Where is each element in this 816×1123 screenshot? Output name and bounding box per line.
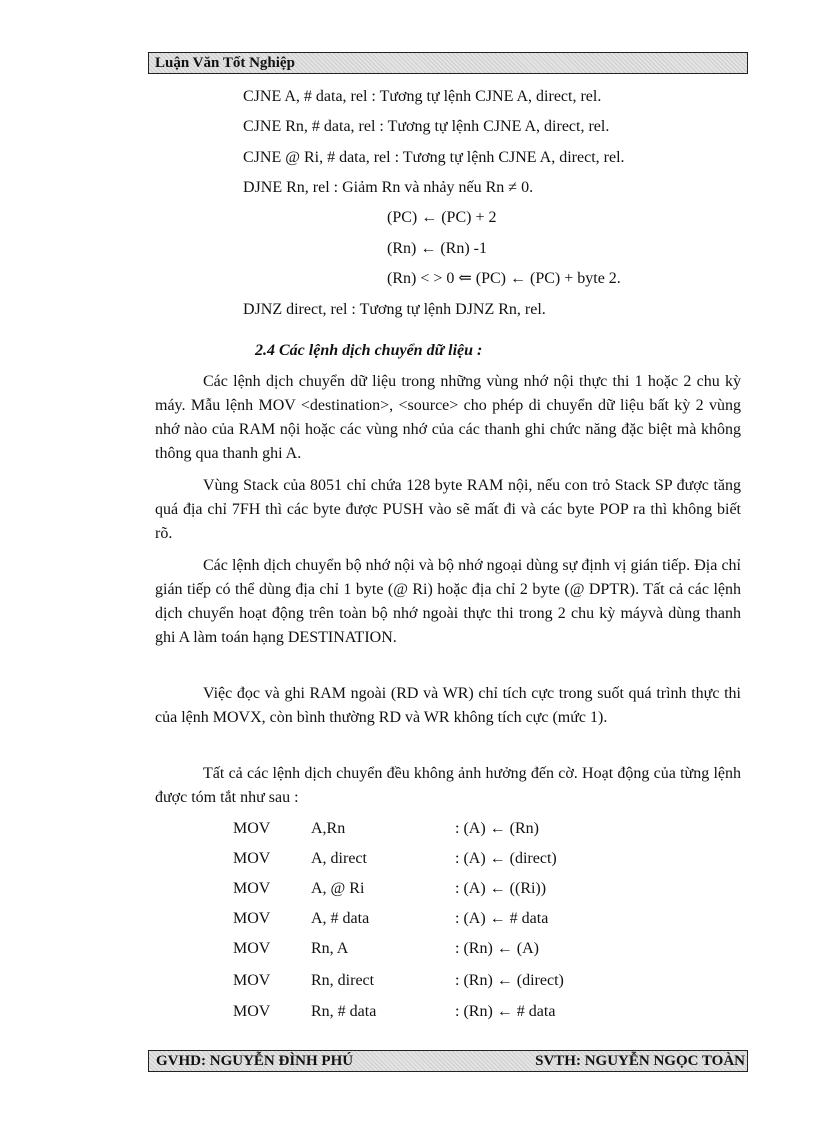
paragraph-text: Tất cả các lệnh dịch chuyển đều không ảnh hưởng đến cờ. Hoạt động của từng lệnh được tóm tắt như sau : [155,765,741,806]
paragraph [155,682,741,730]
header-title: Luận Văn Tốt Nghiệp [155,55,295,71]
instruction-effect: : (Rn) ← # data [455,1003,556,1020]
instruction-effect: : (A) ← (Rn) [455,820,539,837]
intro-line-djne: DJNE Rn, rel : Giảm Rn và nhảy nếu Rn ≠ 0. [243,179,534,196]
intro-line-cjne-a: CJNE A, # data, rel : Tương tự lệnh CJNE A, direct, rel. [243,88,602,105]
instruction-args: Rn, A [311,940,349,957]
paragraph-text: Các lệnh dịch chuyển bộ nhớ nội và bộ nhớ ngoại dùng sự định vị gián tiếp. Địa chỉ gián tiếp có thể dùng địa chỉ 1 byte (@ Ri) hoặc địa chỉ 2 byte (@ DPTR). Tất cả các lệnh dịch chuyển hoạt động trên toàn bộ nhớ ngoài thực thi trong 2 chu kỳ máyvà dùng thanh ghi A làm toán hạng DESTINATION. [155,557,741,646]
instruction-effect: : (A) ← # data [455,910,549,927]
instruction-effect: : (Rn) ← (direct) [455,972,564,989]
instruction-args: A, # data [311,910,370,927]
footer-student: SVTH: NGUYỄN NGỌC TOÀN [535,1053,745,1069]
page-footer [148,1050,748,1072]
instruction-op: MOV [233,972,271,989]
formula-line: (Rn) ← (Rn) -1 [387,240,487,257]
paragraph-text: Vùng Stack của 8051 chỉ chứa 128 byte RAM nội, nếu con trỏ Stack SP được tăng quá địa chỉ 7FH thì các byte được PUSH vào sẽ mất đi và các byte POP ra thì không biết rõ. [155,477,741,542]
instruction-args: Rn, direct [311,972,375,989]
instruction-effect: : (Rn) ← (A) [455,940,539,957]
section-title: 2.4 Các lệnh dịch chuyển dữ liệu : [255,342,483,359]
paragraph-text: Các lệnh dịch chuyển dữ liệu trong những vùng nhớ nội thực thi 1 hoặc 2 chu kỳ máy. Mẫu lệnh MOV <destination>, <source> cho phép di chuyển dữ liệu bất kỳ 2 vùng nhớ nào của RAM nội hoặc các vùng nhớ của các thanh ghi chức năng đặc biệt mà không thông qua thanh ghi A. [155,373,741,462]
instruction-args: A,Rn [311,820,346,837]
paragraph [155,370,741,466]
instruction-args: Rn, # data [311,1003,377,1020]
instruction-op: MOV [233,940,271,957]
instruction-op: MOV [233,1003,271,1020]
paragraph-text: Việc đọc và ghi RAM ngoài (RD và WR) chỉ tích cực trong suốt quá trình thực thi của lệnh MOVX, còn bình thường RD và WR không tích cực (mức 1). [155,685,741,726]
instruction-op: MOV [233,880,271,897]
paragraph [155,474,741,546]
paragraph [155,554,741,650]
instruction-op: MOV [233,910,271,927]
instruction-effect: : (A) ← (direct) [455,850,557,867]
instruction-op: MOV [233,820,271,837]
intro-line-cjne-rn: CJNE Rn, # data, rel : Tương tự lệnh CJNE A, direct, rel. [243,118,610,135]
formula-line: (Rn) < > 0 ⇐ (PC) ← (PC) + byte 2. [387,270,621,287]
instruction-args: A, direct [311,850,367,867]
formula-line: (PC) ← (PC) + 2 [387,209,497,226]
intro-line-cjne-ri: CJNE @ Ri, # data, rel : Tương tự lệnh CJNE A, direct, rel. [243,149,625,166]
footer-advisor: GVHD: NGUYỄN ĐÌNH PHÚ [156,1053,354,1069]
paragraph [155,762,741,810]
page-header [148,52,748,74]
instruction-args: A, @ Ri [311,880,365,897]
instruction-op: MOV [233,850,271,867]
instruction-effect: : (A) ← ((Ri)) [455,880,547,897]
djnz-line: DJNZ direct, rel : Tương tự lệnh DJNZ Rn, rel. [243,301,546,318]
